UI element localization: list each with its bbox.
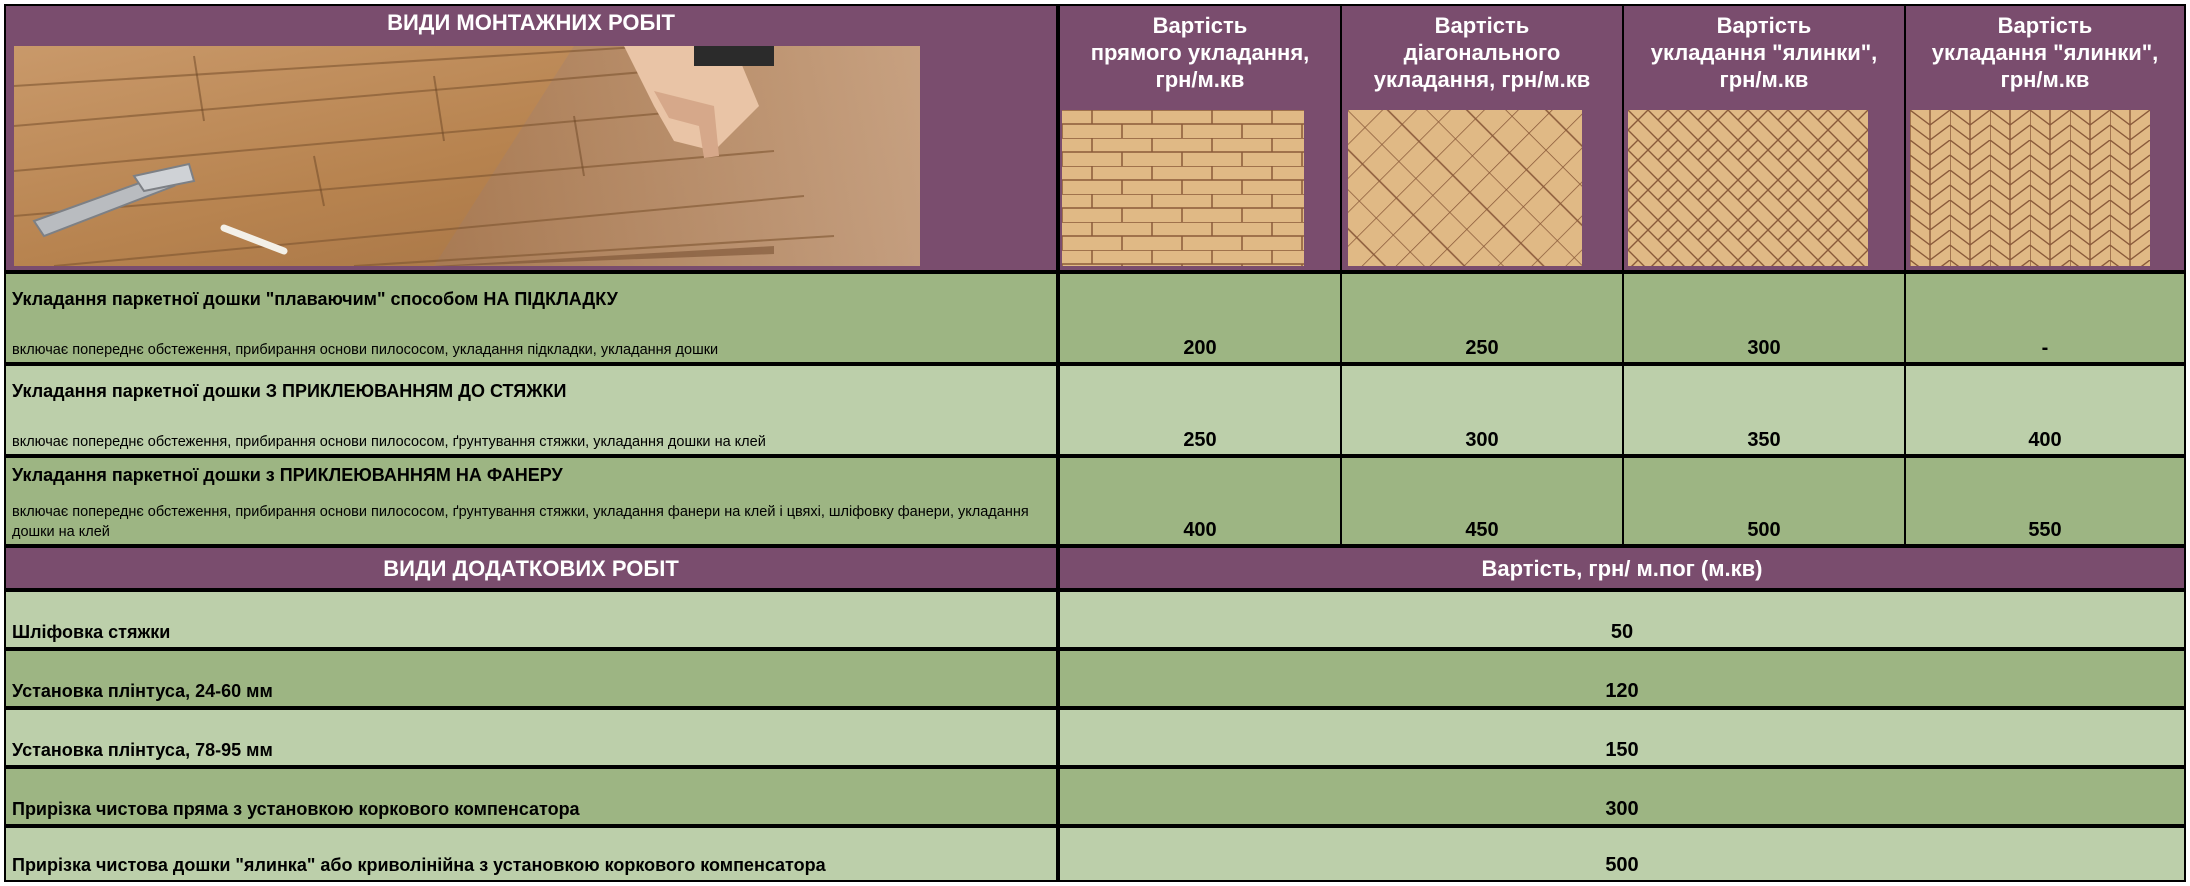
- install-row-3-price-3: [1624, 458, 1904, 544]
- price-value: -: [2041, 337, 2049, 359]
- additional-row-label: Установка плінтуса, 78-95 мм: [12, 740, 273, 760]
- price-value: 550: [2028, 519, 2062, 541]
- col-1-heading: [1060, 12, 1340, 93]
- install-row-1-price-2: [1342, 274, 1622, 362]
- install-row-2-price-4: [1906, 366, 2184, 454]
- herringbone-pattern-image: [1628, 110, 1868, 266]
- header-col-4: [1906, 6, 2184, 270]
- install-row-1-price-1: [1060, 274, 1340, 362]
- col-2-line-2: діагонального: [1403, 40, 1561, 65]
- install-row-3-price-2: [1342, 458, 1622, 544]
- col-3-heading: [1624, 12, 1904, 93]
- price-value: 500: [1747, 519, 1781, 541]
- chevron-pattern-image: [1910, 110, 2150, 266]
- additional-row-label: Прирізка чистова дошки "ялинка" або криволінійна з установкою коркового компенсатора: [12, 855, 826, 875]
- install-row-2-price-1: [1060, 366, 1340, 454]
- additional-row-price: 150: [1605, 739, 1639, 761]
- additional-row-1-label: [6, 592, 1056, 647]
- col-4-line-3: грн/м.кв: [2000, 67, 2090, 92]
- install-row-2-label: [6, 366, 1056, 454]
- additional-title-cell: [6, 548, 1056, 588]
- flooring-photo: [14, 46, 920, 266]
- additional-row-price: 300: [1605, 798, 1639, 820]
- install-row-3-price-1: [1060, 458, 1340, 544]
- additional-row-price: 50: [1610, 621, 1634, 643]
- price-value: 250: [1465, 337, 1499, 359]
- additional-row-label: Установка плінтуса, 24-60 мм: [12, 681, 273, 701]
- additional-price-header: Вартість, грн/ м.пог (м.кв): [1481, 556, 1763, 581]
- col-4-heading: [1906, 12, 2184, 93]
- additional-row-5-price: [1060, 828, 2184, 880]
- additional-row-label: Шліфовка стяжки: [12, 622, 171, 642]
- additional-row-price: 120: [1605, 680, 1639, 702]
- additional-row-2-price: [1060, 651, 2184, 706]
- col-3-line-3: грн/м.кв: [1719, 67, 1809, 92]
- header-col-3: [1624, 6, 1904, 270]
- additional-title: ВИДИ ДОДАТКОВИХ РОБІТ: [383, 556, 679, 581]
- col-3-line-2: укладання "ялинки",: [1650, 40, 1878, 65]
- price-table: [4, 4, 2186, 882]
- col-1-line-3: грн/м.кв: [1155, 67, 1245, 92]
- col-3-line-1: Вартість: [1716, 13, 1812, 38]
- diagonal-pattern-image: [1348, 110, 1582, 266]
- additional-row-3-label: [6, 710, 1056, 765]
- install-row-3-label: [6, 458, 1056, 544]
- col-2-heading: [1342, 12, 1622, 93]
- install-row-1-price-4: [1906, 274, 2184, 362]
- col-2-line-1: Вартість: [1434, 13, 1530, 38]
- install-row-2-title: Укладання паркетної дошки З ПРИКЛЕЮВАННЯМ ДО СТЯЖКИ: [12, 381, 567, 401]
- header-title: ВИДИ МОНТАЖНИХ РОБІТ: [387, 10, 675, 35]
- install-row-3-description: включає попереднє обстеження, прибирання основи пилососом, ґрунтування стяжки, укладання фанери на клей і цвяхі, шліфовку фанери, укладання дошки на клей: [12, 504, 1029, 540]
- price-value: 300: [1747, 337, 1781, 359]
- install-row-1-description: включає попереднє обстеження, прибирання основи пилососом, укладання підкладки, укладання дошки: [12, 342, 719, 358]
- additional-price-header-cell: [1060, 548, 2184, 588]
- additional-row-4-price: [1060, 769, 2184, 824]
- install-row-2-description: включає попереднє обстеження, прибирання основи пилососом, ґрунтування стяжки, укладання дошки на клей: [12, 434, 766, 450]
- col-4-line-1: Вартість: [1997, 13, 2093, 38]
- additional-row-label: Прирізка чистова пряма з установкою коркового компенсатора: [12, 799, 580, 819]
- install-row-1-title: Укладання паркетної дошки "плаваючим" способом НА ПІДКЛАДКУ: [12, 289, 618, 309]
- header-col-1: [1060, 6, 1340, 270]
- price-value: 200: [1183, 337, 1217, 359]
- price-value: 400: [2028, 429, 2062, 451]
- col-2-line-3: укладання, грн/м.кв: [1373, 67, 1591, 92]
- header-col-2: [1342, 6, 1622, 270]
- install-row-1-price-3: [1624, 274, 1904, 362]
- col-4-line-2: укладання "ялинки",: [1931, 40, 2159, 65]
- install-row-3-title: Укладання паркетної дошки з ПРИКЛЕЮВАННЯМ НА ФАНЕРУ: [12, 465, 563, 485]
- col-1-line-1: Вартість: [1152, 13, 1248, 38]
- price-value: 350: [1747, 429, 1781, 451]
- additional-row-2-label: [6, 651, 1056, 706]
- brick-pattern-image: [1062, 110, 1304, 266]
- additional-row-price: 500: [1605, 854, 1639, 876]
- header-title-cell: [6, 6, 1056, 270]
- price-value: 400: [1183, 519, 1217, 541]
- install-row-2-price-3: [1624, 366, 1904, 454]
- additional-row-4-label: [6, 769, 1056, 824]
- price-value: 300: [1465, 429, 1499, 451]
- additional-row-1-price: [1060, 592, 2184, 647]
- col-1-line-2: прямого укладання,: [1090, 40, 1310, 65]
- price-value: 450: [1465, 519, 1499, 541]
- install-row-3-price-4: [1906, 458, 2184, 544]
- install-row-1-label: [6, 274, 1056, 362]
- price-value: 250: [1183, 429, 1217, 451]
- install-row-2-price-2: [1342, 366, 1622, 454]
- additional-row-3-price: [1060, 710, 2184, 765]
- additional-row-5-label: [6, 828, 1056, 880]
